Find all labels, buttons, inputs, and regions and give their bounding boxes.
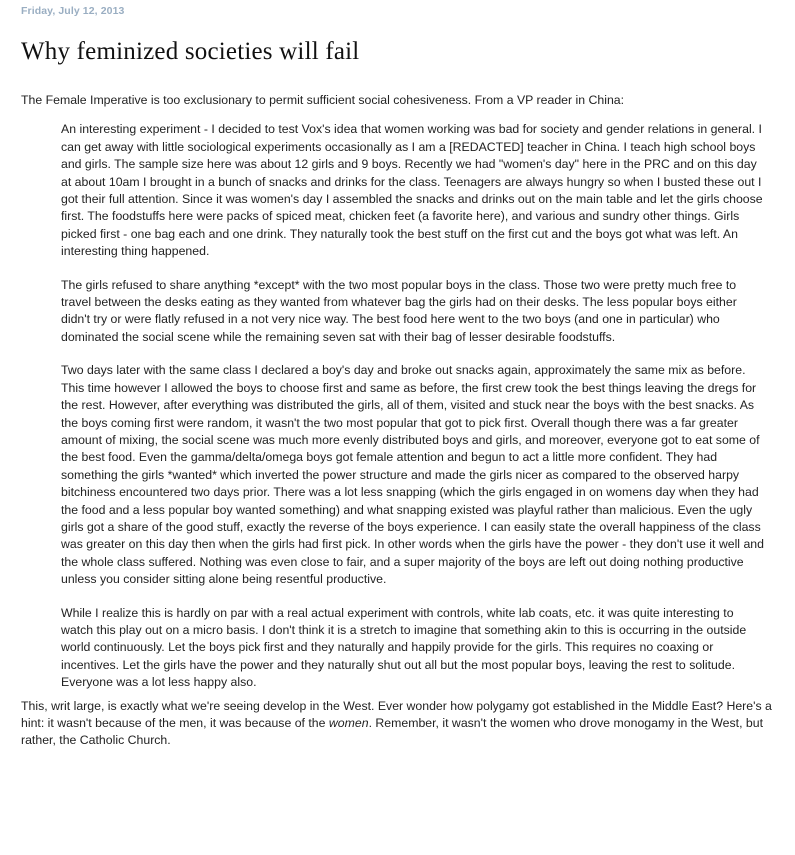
quote-paragraph: While I realize this is hardly on par with a real actual experiment with controls, white lab coats, etc. it was quite interesting to watch this play out on a micro basis. I don't think it is a stretch to imagine that something akin to this is occurring in the outside world continuously. Let the boys pick first and they naturally and happily provide for the girls. This requires no coaxing or incentives. Let the girls have the power and they naturally shut out all but the most popular boys, leaving the rest to solitude. Everyone was a lot less happy also. — [61, 605, 747, 690]
outro-text-after: . Remember, it wasn't the women who drove monogamy in the West, but rather, the Catholic Church. — [21, 716, 763, 748]
quote-paragraph: An interesting experiment - I decided to test Vox's idea that women working was bad for society and gender relations in general. I can get away with little sociological experiments occasionally as I am a [REDACTED] teacher in China. I teach high school boys and girls. The sample size here was about 12 girls and 9 boys. Recently we had "women's day" here in the PRC and on this day at about 10am I brought in a bunch of snacks and drinks for the class. Teenagers are always hungry so when I busted these out I got their full attention. Since it was women's day I assembled the snacks and drinks out on the main table and let the girls choose first. The foodstuffs here were packs of spiced meat, chicken feet (a favorite here), and various and sundry other things. Girls picked first - one bag each and one drink. They naturally took the best stuff on the first cut and the boys got what was left. An interesting thing happened. — [61, 122, 763, 259]
intro-paragraph: The Female Imperative is too exclusionary to permit sufficient social cohesiveness. From a VP reader in China: — [21, 93, 625, 107]
outro-emphasis: women — [328, 716, 369, 730]
post-date: Friday, July 12, 2013 — [21, 5, 125, 17]
post-body — [21, 92, 789, 750]
reader-quote — [61, 121, 767, 691]
outro-text-before: This, writ large, is exactly what we're seeing develop in the West. Ever wonder how polygamy got established in the Middle East? Here's a hint: it wasn't because of the men, it was because of the — [21, 698, 772, 730]
outro-paragraph — [21, 698, 789, 750]
post-title[interactable]: Why feminized societies will fail — [21, 38, 360, 65]
quote-paragraph: The girls refused to share anything *except* with the two most popular boys in the class. Those two were pretty much free to travel between the desks eating as they wanted from whatever bag the girls had on their desks. The less popular boys either didn't try or were flatly refused in a not very nice way. The best food here went to the two boys (and one in particular) who dominated the social scene while the remaining seven sat with their bag of lesser desirable foodstuffs. — [61, 277, 737, 344]
quote-paragraph: Two days later with the same class I declared a boy's day and broke out snacks again, approximately the same mix as before. This time however I allowed the boys to choose first and same as before, the first crew took the best things leaving the dregs for the rest. However, after everything was distributed the girls, all of them, visited and stuck near the boys with the best snacks. As the boys coming first were random, it wasn't the two most popular that got to pick first. Overall though there was a far greater amount of mixing, the social scene was much more evenly distributed boys and girls, and moreover, everyone got to eat some of the best food. Even the gamma/delta/omega boys got female attention and begun to act a little more confident. They had something the girls *wanted* which inverted the power structure and made the girls nicer as compared to the observed harpy bitchiness encountered two days prior. There was a lot less snapping (which the girls engaged in on womens day when they had the food and a less popular boy wanted something) and what snapping existed was playful rather than malicious. Even the ugly girls got a share of the good stuff, exactly the reverse of the boys experience. I can easily state the overall happiness of the class was greater on this day then when the girls had first pick. In other words when the girls have the power - they don't use it well and the whole class suffered. Nothing was even close to fair, and a super majority of the boys are left out doing nothing productive unless you consider sitting alone being resentful productive. — [61, 363, 764, 587]
